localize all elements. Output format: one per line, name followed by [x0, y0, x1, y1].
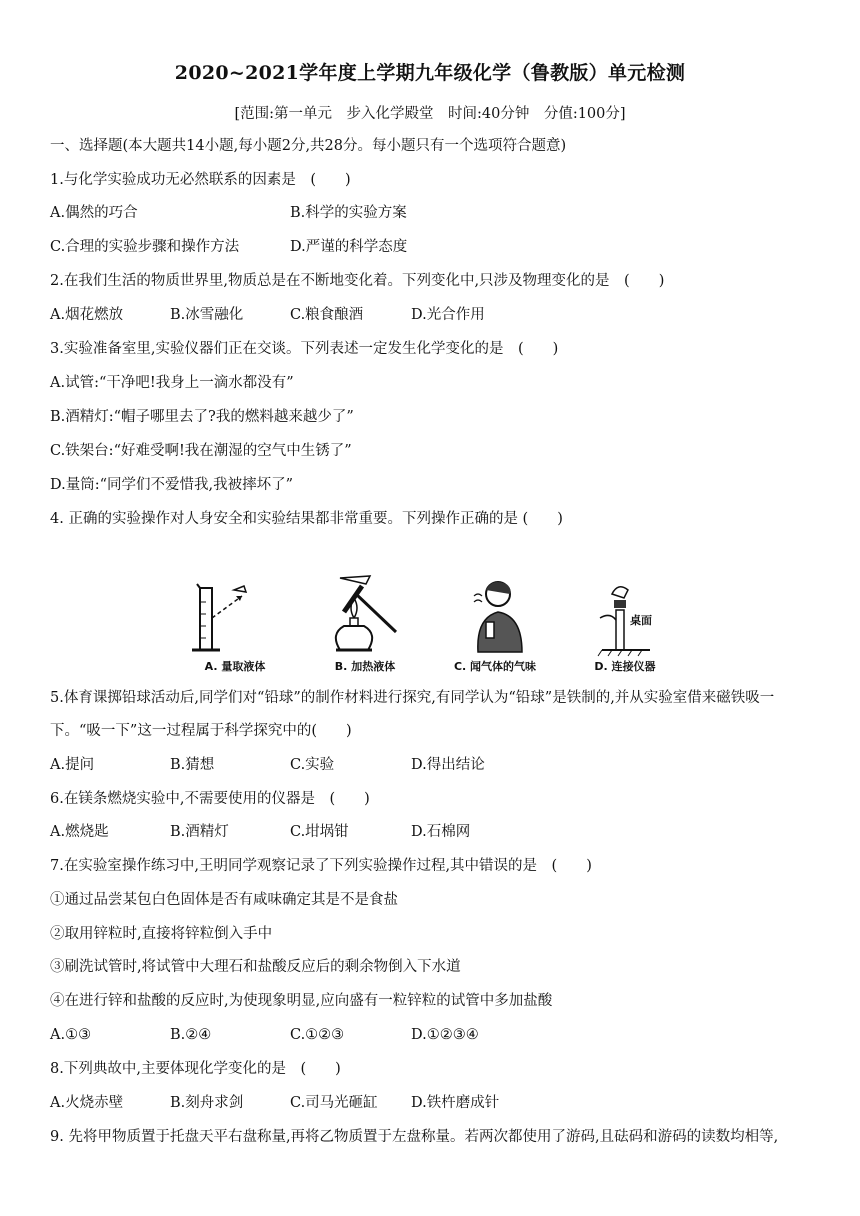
exam-scope: [范围:第一单元 步入化学殿堂 时间:40分钟 分值:100分] — [234, 106, 626, 122]
q6-option-c: C.坩埚钳 — [290, 824, 349, 840]
q7-item-4: ④在进行锌和盐酸的反应时,为使现象明显,应向盛有一粒锌粒的试管中多加盐酸 — [50, 993, 553, 1009]
q8-option-a: A.火烧赤壁 — [50, 1095, 124, 1111]
q5-option-c: C.实验 — [290, 757, 335, 773]
q7-item-3: ③刷洗试管时,将试管中大理石和盐酸反应后的剩余物倒入下水道 — [50, 959, 461, 975]
q4-figure-a — [170, 574, 300, 678]
question-5-stem-line1: 5.体育课掷铅球活动后,同学们对“铅球”的制作材料进行探究,有同学认为“铅球”是铁制的,并从实验室借来磁铁吸一 — [50, 690, 775, 706]
q8-option-d: D.铁杵磨成针 — [411, 1095, 500, 1111]
q5-option-d: D.得出结论 — [411, 757, 485, 773]
q5-option-b: B.猜想 — [170, 757, 215, 773]
q4-figure-c — [430, 574, 560, 678]
q3-option-c: C.铁架台:“好难受啊!我在潮湿的空气中生锈了” — [50, 443, 352, 459]
q2-option-a: A.烟花燃放 — [50, 307, 124, 323]
q2-option-c: C.粮食酿酒 — [290, 307, 364, 323]
q6-option-d: D.石棉网 — [411, 824, 471, 840]
q1-option-b: B.科学的实验方案 — [290, 205, 407, 221]
q2-option-d: D.光合作用 — [411, 307, 485, 323]
question-5-stem-line2: 下。“吸一下”这一过程属于科学探究中的( ) — [50, 723, 352, 739]
q3-option-d: D.量筒:“同学们不爱惜我,我被摔坏了” — [50, 477, 294, 493]
q4-figure — [170, 574, 690, 678]
q4-caption-b: B. 加热液体 — [334, 660, 396, 673]
q4-figure-b — [300, 574, 430, 678]
q3-option-b: B.酒精灯:“帽子哪里去了?我的燃料越来越少了” — [50, 409, 354, 425]
q4-figure-d-table-label: 桌面 — [630, 614, 652, 627]
question-9-stem: 9. 先将甲物质置于托盘天平右盘称量,再将乙物质置于左盘称量。若两次都使用了游码,且砝码和游码的读数均相等, — [50, 1129, 779, 1145]
q1-option-a: A.偶然的巧合 — [50, 205, 138, 221]
q7-item-1: ①通过品尝某包白色固体是否有咸味确定其是不是食盐 — [50, 892, 398, 908]
q6-option-a: A.燃烧匙 — [50, 824, 109, 840]
alcohol-lamp-icon — [300, 574, 430, 658]
q4-caption-a: A. 量取液体 — [204, 660, 266, 673]
q7-option-c: C.①②③ — [290, 1027, 345, 1043]
test-tube-stopper-icon — [560, 574, 690, 658]
question-8-stem: 8.下列典故中,主要体现化学变化的是 ( ) — [50, 1061, 341, 1077]
question-2-stem: 2.在我们生活的物质世界里,物质总是在不断地变化着。下列变化中,只涉及物理变化的是 ( ) — [50, 273, 665, 289]
q7-item-2: ②取用锌粒时,直接将锌粒倒入手中 — [50, 926, 273, 942]
question-7-stem: 7.在实验室操作练习中,王明同学观察记录了下列实验操作过程,其中错误的是 ( ) — [50, 858, 592, 874]
q8-option-c: C.司马光砸缸 — [290, 1095, 378, 1111]
question-4-stem: 4. 正确的实验操作对人身安全和实验结果都非常重要。下列操作正确的是 ( ) — [50, 511, 563, 527]
q4-figure-d — [560, 574, 690, 678]
q1-option-c: C.合理的实验步骤和操作方法 — [50, 239, 240, 255]
q4-caption-d: D. 连接仪器 — [594, 660, 656, 673]
person-smelling-icon — [430, 574, 560, 658]
q3-option-a: A.试管:“干净吧!我身上一滴水都没有” — [50, 375, 294, 391]
q8-option-b: B.刻舟求剑 — [170, 1095, 244, 1111]
q2-option-b: B.冰雪融化 — [170, 307, 244, 323]
question-3-stem: 3.实验准备室里,实验仪器们正在交谈。下列表述一定发生化学变化的是 ( ) — [50, 341, 559, 357]
q6-option-b: B.酒精灯 — [170, 824, 229, 840]
q4-caption-c: C. 闻气体的气味 — [453, 660, 537, 673]
q5-option-a: A.提问 — [50, 757, 95, 773]
section-heading: 一、选择题(本大题共14小题,每小题2分,共28分。每小题只有一个选项符合题意) — [50, 138, 567, 154]
q1-option-d: D.严谨的科学态度 — [290, 239, 408, 255]
question-6-stem: 6.在镁条燃烧实验中,不需要使用的仪器是 ( ) — [50, 791, 370, 807]
q7-option-a: A.①③ — [50, 1027, 92, 1043]
question-1-stem: 1.与化学实验成功无必然联系的因素是 ( ) — [50, 172, 351, 188]
graduated-cylinder-icon — [170, 574, 300, 658]
page-title: 2020~2021学年度上学期九年级化学（鲁教版）单元检测 — [174, 62, 686, 84]
q7-option-d: D.①②③④ — [411, 1027, 479, 1043]
q7-option-b: B.②④ — [170, 1027, 212, 1043]
